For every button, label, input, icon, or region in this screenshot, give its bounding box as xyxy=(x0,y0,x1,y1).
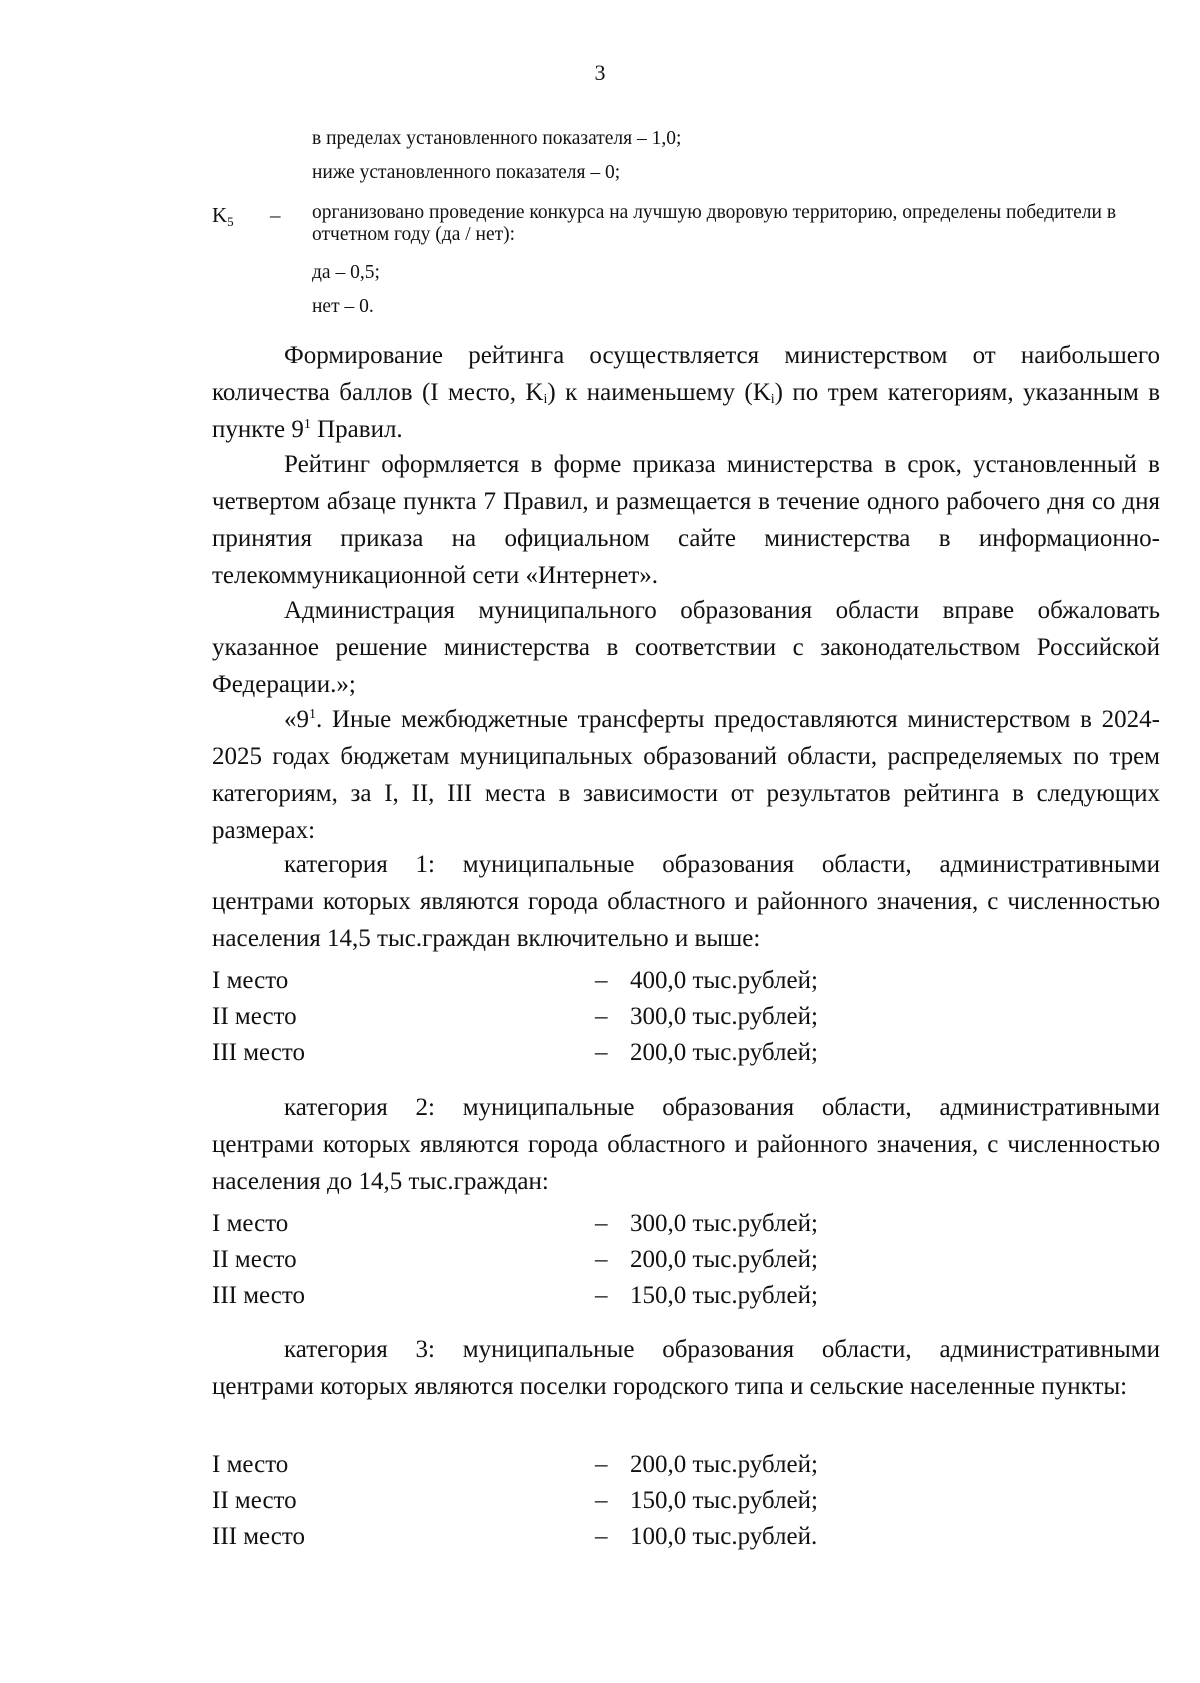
place-label: II место xyxy=(212,1003,297,1030)
category-2-row xyxy=(212,1246,1160,1282)
paragraph-appeal: Администрация муниципального образования области вправе обжаловать указанное решение министерства в соответствии с законодательством Российской Федерации.»; xyxy=(212,597,1160,698)
category-3-description: категория 3: муниципальные образования области, административными центрами которых являются поселки городского типа и сельские населенные пункты: xyxy=(212,1336,1160,1400)
k5-option-yes: да – 0,5; xyxy=(312,262,380,283)
row-dash: – xyxy=(595,1246,608,1273)
place-label: II место xyxy=(212,1246,297,1273)
row-dash: – xyxy=(595,1282,608,1309)
criterion-line-below: ниже установленного показателя – 0; xyxy=(312,162,621,183)
place-label: III место xyxy=(212,1523,305,1550)
category-2-description: категория 2: муниципальные образования области, административными центрами которых являются города областного и районного значения, с численностью населения до 14,5 тыс.граждан: xyxy=(212,1094,1160,1195)
amount-value: 200,0 тыс.рублей; xyxy=(630,1246,818,1273)
row-dash: – xyxy=(595,1451,608,1478)
category-3-row xyxy=(212,1523,1160,1559)
category-3-row xyxy=(212,1487,1160,1523)
place-label: I место xyxy=(212,1451,289,1478)
place-label: I место xyxy=(212,1210,289,1237)
category-1-row xyxy=(212,967,1160,1003)
amount-value: 150,0 тыс.рублей; xyxy=(630,1487,818,1514)
row-dash: – xyxy=(595,1003,608,1030)
place-label: III место xyxy=(212,1039,305,1066)
row-dash: – xyxy=(595,1210,608,1237)
row-dash: – xyxy=(595,1523,608,1550)
amount-value: 200,0 тыс.рублей; xyxy=(630,1039,818,1066)
row-dash: – xyxy=(595,967,608,994)
amount-value: 200,0 тыс.рублей; xyxy=(630,1451,818,1478)
k5-option-no: нет – 0. xyxy=(312,296,374,317)
category-1-row xyxy=(212,1003,1160,1039)
row-dash: – xyxy=(595,1487,608,1514)
k5-dash: – xyxy=(270,203,281,227)
amount-value: 100,0 тыс.рублей. xyxy=(630,1523,818,1550)
row-dash: – xyxy=(595,1039,608,1066)
place-label: III место xyxy=(212,1282,305,1309)
place-label: II место xyxy=(212,1487,297,1514)
category-3-row xyxy=(212,1451,1160,1487)
category-1-row xyxy=(212,1039,1160,1075)
category-1-description: категория 1: муниципальные образования области, административными центрами которых являются города областного и районного значения, с численностью населения 14,5 тыс.граждан включительно и выше: xyxy=(212,851,1160,952)
paragraph-rating-order: Рейтинг оформляется в форме приказа министерства в срок, установленный в четвертом абзаце пункта 7 Правил, и размещается в течение одного рабочего дня со дня принятия приказа на официальном сайте министерства в информационно-телекоммуникационной сети «Интернет». xyxy=(212,451,1160,589)
k5-description: организовано проведение конкурса на лучшую дворовую территорию, определены победители в отчетном году (да / нет): xyxy=(312,202,1117,245)
amount-value: 150,0 тыс.рублей; xyxy=(630,1282,818,1309)
place-label: I место xyxy=(212,967,289,994)
criterion-line-within: в пределах установленного показателя – 1,0; xyxy=(312,128,682,149)
category-2-row xyxy=(212,1282,1160,1318)
k5-symbol: $K_5$ xyxy=(212,203,234,229)
page-number: 3 xyxy=(594,60,606,85)
amount-value: 400,0 тыс.рублей; xyxy=(630,967,818,994)
paragraph-transfers: «$9^1$. Иные межбюджетные трансферты предоставляются министерством в 2024-2025 годах бюджетам муниципальных образований области, распределяемых по трем категориям, за I, II, III места в зависимости от результатов рейтинга в следующих размерах: xyxy=(212,706,1160,844)
amount-value: 300,0 тыс.рублей; xyxy=(630,1210,818,1237)
category-2-row xyxy=(212,1210,1160,1246)
paragraph-rating-formation: Формирование рейтинга осуществляется министерством от наибольшего количества баллов (I место, $K_i$) к наименьшему $(K_i)$ по трем категориям, указанным в пункте $9^1$ Правил. xyxy=(212,342,1161,443)
amount-value: 300,0 тыс.рублей; xyxy=(630,1003,818,1030)
